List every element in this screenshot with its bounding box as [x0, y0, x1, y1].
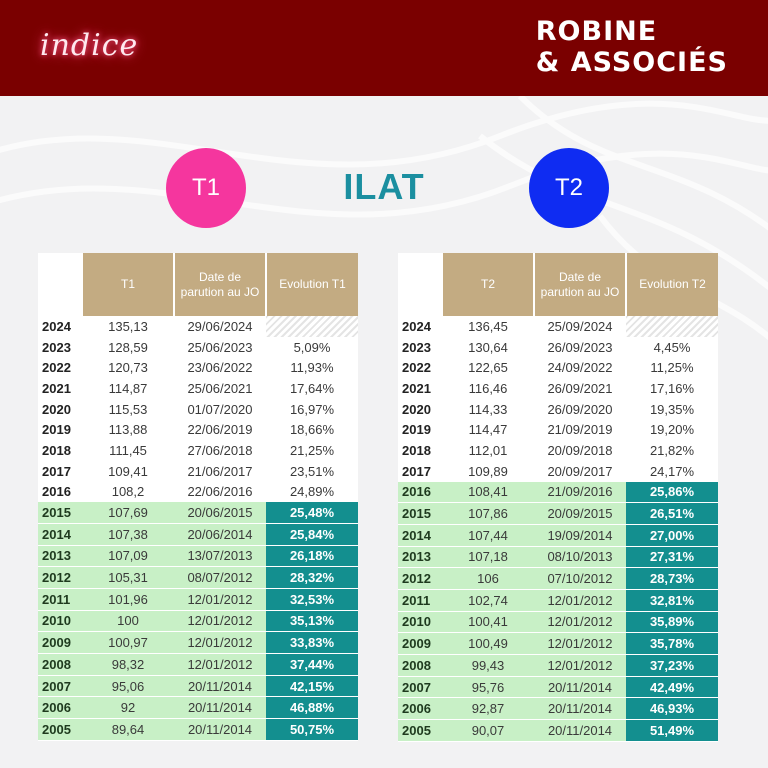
date-cell: 26/09/2023: [547, 339, 613, 355]
table-row: [38, 316, 358, 337]
value-cell: 109,89: [468, 463, 508, 479]
table-row: [38, 523, 358, 545]
evolution-cell: 42,15%: [266, 675, 358, 697]
evolution-cell: 25,48%: [266, 502, 358, 523]
year-cell: 2021: [402, 380, 431, 396]
evolution-cell: 21,82%: [649, 442, 695, 458]
year-cell: 2016: [398, 482, 442, 503]
evolution-cell: 21,25%: [289, 442, 335, 458]
date-cell: 25/09/2024: [547, 318, 613, 334]
header-year-cell: [38, 253, 82, 316]
date-cell: 08/10/2013: [534, 546, 626, 568]
year-cell: 2022: [42, 360, 71, 376]
year-cell: 2007: [38, 675, 82, 697]
header-evolution: Evolution T2: [626, 253, 718, 316]
date-cell: 21/06/2017: [187, 463, 253, 479]
table-row: [38, 357, 358, 378]
year-cell: 2014: [38, 523, 82, 545]
value-cell: 107,69: [82, 502, 174, 523]
value-cell: 107,86: [442, 503, 534, 525]
indice-logo: indice: [40, 28, 139, 63]
evolution-cell: 46,88%: [266, 697, 358, 719]
date-cell: 12/01/2012: [534, 611, 626, 633]
table-row: [398, 399, 718, 420]
value-cell: 100,97: [82, 632, 174, 654]
year-cell: 2005: [38, 719, 82, 741]
table-row: [398, 589, 718, 611]
value-cell: 128,59: [108, 339, 148, 355]
date-cell: 12/01/2012: [534, 655, 626, 677]
date-cell: 20/11/2014: [534, 720, 626, 742]
t2-index-table: [398, 253, 718, 742]
year-cell: 2010: [398, 611, 442, 633]
table-row: [38, 502, 358, 523]
table-row: [398, 440, 718, 461]
table-row: [38, 610, 358, 632]
date-cell: 07/10/2012: [534, 568, 626, 590]
value-cell: 136,45: [468, 318, 508, 334]
value-cell: 107,09: [82, 545, 174, 567]
year-cell: 2012: [398, 568, 442, 590]
table-row: [398, 655, 718, 677]
evolution-cell: 35,78%: [626, 633, 718, 655]
evolution-cell: 16,97%: [289, 401, 335, 417]
date-cell: 29/06/2024: [187, 318, 253, 334]
year-cell: 2015: [398, 503, 442, 525]
evolution-cell: 28,73%: [626, 568, 718, 590]
header-evolution: Evolution T1: [266, 253, 358, 316]
table-row: [398, 720, 718, 742]
date-cell: 26/09/2020: [547, 401, 613, 417]
table-header-row: [398, 253, 718, 316]
year-cell: 2009: [38, 632, 82, 654]
brand-line-2: & ASSOCIÉS: [535, 47, 728, 78]
header-date: Date de parution au JO: [534, 253, 626, 316]
date-cell: 21/09/2016: [534, 482, 626, 503]
value-cell: 90,07: [442, 720, 534, 742]
evolution-cell: 24,17%: [649, 463, 695, 479]
year-cell: 2023: [402, 339, 431, 355]
table-row: [398, 546, 718, 568]
date-cell: 21/09/2019: [547, 422, 613, 438]
table-row: [398, 524, 718, 546]
date-cell: 20/09/2015: [534, 503, 626, 525]
table-row: [398, 378, 718, 399]
year-cell: 2020: [42, 401, 71, 417]
table-row: [38, 378, 358, 399]
table-row: [398, 316, 718, 337]
evolution-cell: 27,00%: [626, 524, 718, 546]
value-cell: 114,33: [468, 401, 508, 417]
evolution-cell: 25,86%: [626, 482, 718, 503]
value-cell: 95,06: [82, 675, 174, 697]
date-cell: 22/06/2016: [187, 484, 253, 500]
value-cell: 92,87: [442, 698, 534, 720]
value-cell: 107,18: [442, 546, 534, 568]
table-row: [38, 654, 358, 676]
year-cell: 2018: [42, 442, 71, 458]
table-row: [38, 419, 358, 440]
table-row: [38, 482, 358, 503]
table-row: [38, 461, 358, 482]
t1-badge: T1: [166, 148, 246, 228]
table-row: [38, 697, 358, 719]
value-cell: 106: [442, 568, 534, 590]
year-cell: 2015: [38, 502, 82, 523]
header-banner: [0, 0, 768, 96]
year-cell: 2019: [42, 422, 71, 438]
value-cell: 107,38: [82, 523, 174, 545]
evolution-cell: 37,23%: [626, 655, 718, 677]
value-cell: 111,45: [109, 442, 147, 458]
year-cell: 2020: [402, 401, 431, 417]
value-cell: 112,01: [468, 442, 508, 458]
date-cell: 20/11/2014: [174, 697, 266, 719]
brand-logo: [536, 16, 728, 78]
year-cell: 2017: [402, 463, 431, 479]
year-cell: 2011: [38, 588, 82, 610]
value-cell: 92: [82, 697, 174, 719]
value-cell: 120,73: [108, 360, 148, 376]
evolution-cell: 51,49%: [626, 720, 718, 742]
table-row: [38, 440, 358, 461]
date-cell: 26/09/2021: [547, 380, 613, 396]
value-cell: 102,74: [442, 589, 534, 611]
date-cell: 22/06/2019: [187, 422, 253, 438]
evolution-cell: 26,18%: [266, 545, 358, 567]
table-row: [38, 675, 358, 697]
evolution-cell: 17,64%: [289, 380, 335, 396]
table-row: [38, 719, 358, 741]
evolution-cell: 26,51%: [626, 503, 718, 525]
year-cell: 2009: [398, 633, 442, 655]
year-cell: 2007: [398, 676, 442, 698]
evolution-cell: [626, 316, 718, 337]
evolution-cell: 35,13%: [266, 610, 358, 632]
evolution-cell: 37,44%: [266, 654, 358, 676]
evolution-cell: 50,75%: [266, 719, 358, 741]
value-cell: 108,41: [442, 482, 534, 503]
header-year-cell: [398, 253, 442, 316]
date-cell: 19/09/2014: [534, 524, 626, 546]
table-row: [398, 337, 718, 358]
date-cell: 25/06/2021: [187, 380, 253, 396]
evolution-cell: 33,83%: [266, 632, 358, 654]
value-cell: 116,46: [468, 380, 508, 396]
evolution-cell: 25,84%: [266, 523, 358, 545]
value-cell: 105,31: [82, 567, 174, 589]
evolution-cell: 28,32%: [266, 567, 358, 589]
date-cell: 13/07/2013: [174, 545, 266, 567]
date-cell: 24/09/2022: [547, 360, 613, 376]
brand-line-1: ROBINE: [535, 16, 658, 47]
evolution-cell: 27,31%: [626, 546, 718, 568]
year-cell: 2019: [402, 422, 431, 438]
value-cell: 107,44: [442, 524, 534, 546]
t1-index-table: [38, 253, 358, 741]
value-cell: 100,49: [442, 633, 534, 655]
table-row: [38, 337, 358, 358]
date-cell: 20/06/2014: [174, 523, 266, 545]
year-cell: 2008: [398, 655, 442, 677]
year-cell: 2018: [402, 442, 431, 458]
year-cell: 2005: [398, 720, 442, 742]
date-cell: 23/06/2022: [187, 360, 253, 376]
evolution-cell: 35,89%: [626, 611, 718, 633]
t2-badge: T2: [529, 148, 609, 228]
date-cell: 12/01/2012: [534, 633, 626, 655]
value-cell: 122,65: [468, 360, 508, 376]
year-cell: 2008: [38, 654, 82, 676]
year-cell: 2013: [398, 546, 442, 568]
year-cell: 2024: [402, 318, 431, 334]
table-row: [398, 461, 718, 482]
date-cell: 12/01/2012: [174, 588, 266, 610]
evolution-cell: 32,53%: [266, 588, 358, 610]
header-value: T1: [82, 253, 174, 316]
evolution-cell: 42,49%: [626, 676, 718, 698]
value-cell: 99,43: [442, 655, 534, 677]
evolution-cell: 4,45%: [653, 339, 691, 355]
value-cell: 114,47: [468, 422, 508, 438]
table-row: [398, 611, 718, 633]
table-row: [398, 357, 718, 378]
year-cell: 2011: [398, 589, 442, 611]
value-cell: 89,64: [82, 719, 174, 741]
value-cell: 100,41: [442, 611, 534, 633]
table-row: [38, 632, 358, 654]
year-cell: 2022: [402, 360, 431, 376]
evolution-cell: 11,25%: [650, 360, 694, 376]
value-cell: 113,88: [108, 422, 148, 438]
year-cell: 2012: [38, 567, 82, 589]
evolution-cell: 32,81%: [626, 589, 718, 611]
date-cell: 12/01/2012: [534, 589, 626, 611]
evolution-cell: 46,93%: [626, 698, 718, 720]
year-cell: 2017: [42, 463, 71, 479]
value-cell: 115,53: [108, 401, 148, 417]
date-cell: 20/09/2017: [547, 463, 613, 479]
table-row: [398, 676, 718, 698]
page-title: ILAT: [343, 166, 425, 207]
value-cell: 100: [82, 610, 174, 632]
date-cell: 25/06/2023: [187, 339, 253, 355]
date-cell: 12/01/2012: [174, 632, 266, 654]
date-cell: 20/11/2014: [534, 698, 626, 720]
value-cell: 98,32: [82, 654, 174, 676]
value-cell: 95,76: [442, 676, 534, 698]
date-cell: 12/01/2012: [174, 654, 266, 676]
value-cell: 130,64: [468, 339, 508, 355]
year-cell: 2006: [38, 697, 82, 719]
evolution-cell: 18,66%: [289, 422, 335, 438]
year-cell: 2010: [38, 610, 82, 632]
year-cell: 2014: [398, 524, 442, 546]
date-cell: 08/07/2012: [174, 567, 266, 589]
header-value: T2: [442, 253, 534, 316]
table-row: [398, 503, 718, 525]
year-cell: 2016: [42, 484, 71, 500]
table-row: [398, 568, 718, 590]
date-cell: 20/11/2014: [174, 719, 266, 741]
date-cell: 27/06/2018: [187, 442, 253, 458]
evolution-cell: 23,51%: [289, 463, 335, 479]
value-cell: 114,87: [108, 380, 148, 396]
evolution-cell: 11,93%: [290, 360, 334, 376]
table-row: [38, 545, 358, 567]
table-row: [398, 633, 718, 655]
table-header-row: [38, 253, 358, 316]
evolution-cell: 19,35%: [649, 401, 695, 417]
date-cell: 20/11/2014: [174, 675, 266, 697]
table-row: [38, 588, 358, 610]
year-cell: 2021: [42, 380, 71, 396]
evolution-cell: 5,09%: [293, 339, 331, 355]
table-row: [38, 567, 358, 589]
table-row: [38, 399, 358, 420]
evolution-cell: [266, 316, 358, 337]
evolution-cell: 24,89%: [289, 484, 335, 500]
date-cell: 20/06/2015: [174, 502, 266, 523]
value-cell: 101,96: [82, 588, 174, 610]
header-date: Date de parution au JO: [174, 253, 266, 316]
year-cell: 2024: [42, 318, 71, 334]
evolution-cell: 17,16%: [649, 380, 695, 396]
table-row: [398, 698, 718, 720]
date-cell: 01/07/2020: [187, 401, 253, 417]
year-cell: 2013: [38, 545, 82, 567]
value-cell: 108,2: [111, 484, 145, 500]
table-row: [398, 419, 718, 440]
evolution-cell: 19,20%: [649, 422, 695, 438]
year-cell: 2006: [398, 698, 442, 720]
value-cell: 109,41: [108, 463, 148, 479]
year-cell: 2023: [42, 339, 71, 355]
value-cell: 135,13: [108, 318, 148, 334]
table-row: [398, 482, 718, 503]
date-cell: 20/09/2018: [547, 442, 613, 458]
date-cell: 20/11/2014: [534, 676, 626, 698]
date-cell: 12/01/2012: [174, 610, 266, 632]
